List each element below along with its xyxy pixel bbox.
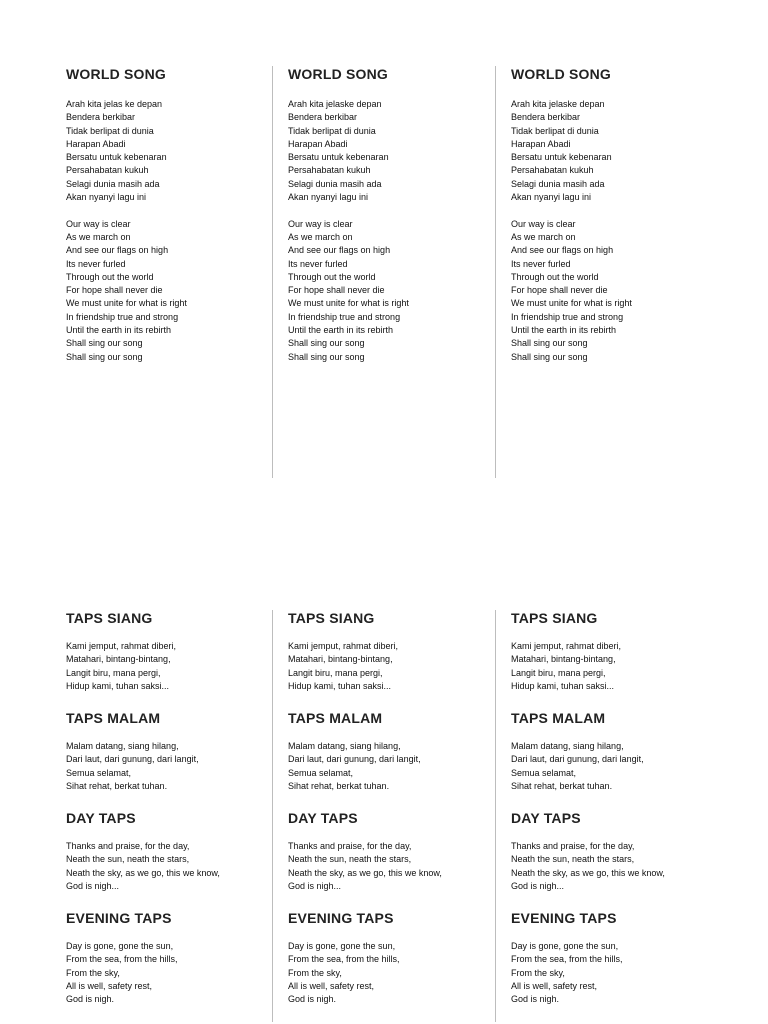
lyric-line: Our way is clear xyxy=(66,218,131,229)
section-title: TAPS MALAM xyxy=(511,710,606,726)
lyric-line: Tidak berlipat di dunia xyxy=(511,125,599,136)
taps-siang-section xyxy=(511,610,621,693)
lyric-line: In friendship true and strong xyxy=(511,311,624,322)
lyric-line: Akan nyanyi lagu ini xyxy=(66,192,147,203)
song-title: WORLD SONG xyxy=(66,66,166,82)
section-lines xyxy=(66,840,220,893)
lyric-line: Day is gone, gone the sun, xyxy=(288,941,396,951)
section-title: TAPS MALAM xyxy=(288,710,383,726)
lyric-line: Semua selamat, xyxy=(511,767,577,778)
lyric-line: Arah kita jelas ke depan xyxy=(66,99,163,109)
lyric-line: Its never furled xyxy=(288,258,348,269)
lyric-line: Matahari, bintang-bintang, xyxy=(511,654,616,665)
lyric-line: All is well, safety rest, xyxy=(288,980,375,991)
lyric-line: For hope shall never die xyxy=(511,285,608,296)
lyric-line: Hidup kami, tuhan saksi... xyxy=(66,680,170,691)
lyric-line: Malam datang, siang hilang, xyxy=(511,741,624,751)
lyric-line: Hidup kami, tuhan saksi... xyxy=(288,680,392,691)
lyric-line: Until the earth in its rebirth xyxy=(288,325,394,336)
lyric-line: Selagi dunia masih ada xyxy=(288,178,382,189)
section-lines xyxy=(511,840,665,893)
world-song-card-2 xyxy=(288,66,498,364)
lyric-line: As we march on xyxy=(66,231,131,242)
song-title: WORLD SONG xyxy=(288,66,388,82)
lyric-line: We must unite for what is right xyxy=(511,298,632,309)
section-title: EVENING TAPS xyxy=(511,910,617,926)
verse-indonesian xyxy=(511,98,721,204)
lyric-line: From the sea, from the hills, xyxy=(66,954,178,965)
lyric-line: Shall sing our song xyxy=(288,338,365,349)
lyric-line: Bendera berkibar xyxy=(511,112,581,123)
section-title: DAY TAPS xyxy=(66,810,136,826)
verse-english xyxy=(66,218,276,364)
section-lines xyxy=(511,940,623,1006)
lyric-line: From the sea, from the hills, xyxy=(511,954,623,965)
lyric-line: Selagi dunia masih ada xyxy=(66,178,160,189)
section-lines xyxy=(288,840,442,893)
lyric-line: And see our flags on high xyxy=(288,245,391,256)
section-lines xyxy=(288,640,398,693)
lyric-line: We must unite for what is right xyxy=(66,298,187,309)
lyric-line: Thanks and praise, for the day, xyxy=(66,841,190,851)
taps-siang-section xyxy=(66,610,176,693)
lyric-line: Langit biru, mana pergi, xyxy=(511,667,606,678)
lyric-line: Shall sing our song xyxy=(288,351,365,362)
section-title: TAPS SIANG xyxy=(66,610,153,626)
lyric-line: Bendera berkibar xyxy=(288,112,358,123)
section-title: EVENING TAPS xyxy=(66,910,172,926)
lyric-line: Arah kita jelaske depan xyxy=(288,99,382,109)
lyric-line: Its never furled xyxy=(511,258,571,269)
lyric-line: Thanks and praise, for the day, xyxy=(288,841,412,851)
lyric-line: All is well, safety rest, xyxy=(66,980,153,991)
lyric-line: Kami jemput, rahmat diberi, xyxy=(66,641,177,651)
divider-bottom-left xyxy=(272,610,273,1022)
lyric-line: Thanks and praise, for the day, xyxy=(511,841,635,851)
lyric-line: God is nigh... xyxy=(66,880,120,891)
lyric-line: Neath the sky, as we go, this we know, xyxy=(511,867,665,878)
lyric-line: All is well, safety rest, xyxy=(511,980,598,991)
section-lines xyxy=(66,740,199,793)
lyric-line: Matahari, bintang-bintang, xyxy=(288,654,393,665)
lyric-line: Selagi dunia masih ada xyxy=(511,178,605,189)
lyric-line: For hope shall never die xyxy=(288,285,385,296)
lyric-line: Arah kita jelaske depan xyxy=(511,99,605,109)
lyric-line: Persahabatan kukuh xyxy=(288,165,371,176)
lyric-line: Sihat rehat, berkat tuhan. xyxy=(288,780,390,791)
lyric-line: Harapan Abadi xyxy=(66,138,126,149)
section-title: TAPS SIANG xyxy=(511,610,598,626)
lyric-line: God is nigh. xyxy=(66,994,115,1005)
lyric-line: Kami jemput, rahmat diberi, xyxy=(288,641,399,651)
section-title: EVENING TAPS xyxy=(288,910,394,926)
lyric-line: Day is gone, gone the sun, xyxy=(511,941,619,951)
lyric-line: Shall sing our song xyxy=(66,351,143,362)
lyric-line: Matahari, bintang-bintang, xyxy=(66,654,171,665)
lyric-line: Its never furled xyxy=(66,258,126,269)
lyric-line: Akan nyanyi lagu ini xyxy=(511,192,592,203)
day-taps-section xyxy=(511,810,665,893)
lyric-line: Sihat rehat, berkat tuhan. xyxy=(66,780,168,791)
lyric-line: Neath the sun, neath the stars, xyxy=(66,854,190,865)
lyric-line: Through out the world xyxy=(66,271,154,282)
verse-english xyxy=(288,218,498,364)
lyric-line: From the sky, xyxy=(511,967,565,978)
lyric-line: God is nigh... xyxy=(511,880,565,891)
section-title: TAPS MALAM xyxy=(66,710,161,726)
world-song-card-1 xyxy=(66,66,276,364)
lyric-line: Until the earth in its rebirth xyxy=(66,325,172,336)
lyric-line: Harapan Abadi xyxy=(288,138,348,149)
taps-malam-section xyxy=(288,710,421,793)
day-taps-section xyxy=(66,810,220,893)
lyric-line: Semua selamat, xyxy=(66,767,132,778)
divider-bottom-right xyxy=(495,610,496,1022)
lyric-line: Our way is clear xyxy=(288,218,353,229)
evening-taps-section xyxy=(288,910,400,1006)
world-song-card-3 xyxy=(511,66,721,364)
lyric-line: Bendera berkibar xyxy=(66,112,136,123)
section-lines xyxy=(66,640,176,693)
taps-malam-section xyxy=(66,710,199,793)
section-lines xyxy=(288,940,400,1006)
lyric-line: Tidak berlipat di dunia xyxy=(288,125,376,136)
verse-indonesian xyxy=(288,98,498,204)
lyric-line: Dari laut, dari gunung, dari langit, xyxy=(66,754,199,765)
lyric-line: Langit biru, mana pergi, xyxy=(66,667,161,678)
lyric-line: Shall sing our song xyxy=(511,338,588,349)
lyric-line: Persahabatan kukuh xyxy=(66,165,149,176)
lyric-line: Day is gone, gone the sun, xyxy=(66,941,174,951)
lyric-line: Shall sing our song xyxy=(511,351,588,362)
evening-taps-section xyxy=(511,910,623,1006)
lyric-line: From the sea, from the hills, xyxy=(288,954,400,965)
lyric-line: God is nigh... xyxy=(288,880,342,891)
lyric-line: Semua selamat, xyxy=(288,767,354,778)
lyric-line: Bersatu untuk kebenaran xyxy=(288,152,389,163)
lyric-line: Akan nyanyi lagu ini xyxy=(288,192,369,203)
lyric-line: Harapan Abadi xyxy=(511,138,571,149)
lyric-line: Dari laut, dari gunung, dari langit, xyxy=(511,754,644,765)
lyric-line: As we march on xyxy=(511,231,576,242)
lyric-line: Through out the world xyxy=(288,271,376,282)
lyric-line: We must unite for what is right xyxy=(288,298,409,309)
lyric-line: In friendship true and strong xyxy=(66,311,179,322)
section-lines xyxy=(288,740,421,793)
taps-siang-section xyxy=(288,610,398,693)
lyric-line: Hidup kami, tuhan saksi... xyxy=(511,680,615,691)
lyric-line: And see our flags on high xyxy=(511,245,614,256)
lyric-line: From the sky, xyxy=(66,967,120,978)
lyric-line: For hope shall never die xyxy=(66,285,163,296)
lyric-line: Until the earth in its rebirth xyxy=(511,325,617,336)
lyric-line: Neath the sky, as we go, this we know, xyxy=(288,867,442,878)
lyric-line: Kami jemput, rahmat diberi, xyxy=(511,641,622,651)
evening-taps-section xyxy=(66,910,178,1006)
day-taps-section xyxy=(288,810,442,893)
section-lines xyxy=(511,740,644,793)
lyric-line: Malam datang, siang hilang, xyxy=(66,741,179,751)
lyric-line: Neath the sky, as we go, this we know, xyxy=(66,867,220,878)
lyric-line: Tidak berlipat di dunia xyxy=(66,125,154,136)
section-title: DAY TAPS xyxy=(511,810,581,826)
lyric-line: God is nigh. xyxy=(511,994,560,1005)
lyric-line: As we march on xyxy=(288,231,353,242)
lyric-line: God is nigh. xyxy=(288,994,337,1005)
section-lines xyxy=(66,940,178,1006)
taps-malam-section xyxy=(511,710,644,793)
verse-english xyxy=(511,218,721,364)
lyric-line: In friendship true and strong xyxy=(288,311,401,322)
lyric-line: Persahabatan kukuh xyxy=(511,165,594,176)
lyric-line: Our way is clear xyxy=(511,218,576,229)
lyric-line: Through out the world xyxy=(511,271,599,282)
lyric-line: And see our flags on high xyxy=(66,245,169,256)
lyric-line: Langit biru, mana pergi, xyxy=(288,667,383,678)
lyric-line: Neath the sun, neath the stars, xyxy=(511,854,635,865)
lyric-line: Shall sing our song xyxy=(66,338,143,349)
section-title: TAPS SIANG xyxy=(288,610,375,626)
lyric-line: Bersatu untuk kebenaran xyxy=(511,152,612,163)
lyric-line: Bersatu untuk kebenaran xyxy=(66,152,167,163)
lyric-line: From the sky, xyxy=(288,967,342,978)
lyric-line: Neath the sun, neath the stars, xyxy=(288,854,412,865)
lyric-line: Malam datang, siang hilang, xyxy=(288,741,401,751)
lyric-line: Dari laut, dari gunung, dari langit, xyxy=(288,754,421,765)
section-title: DAY TAPS xyxy=(288,810,358,826)
verse-indonesian xyxy=(66,98,276,204)
lyric-line: Sihat rehat, berkat tuhan. xyxy=(511,780,613,791)
song-title: WORLD SONG xyxy=(511,66,611,82)
section-lines xyxy=(511,640,621,693)
